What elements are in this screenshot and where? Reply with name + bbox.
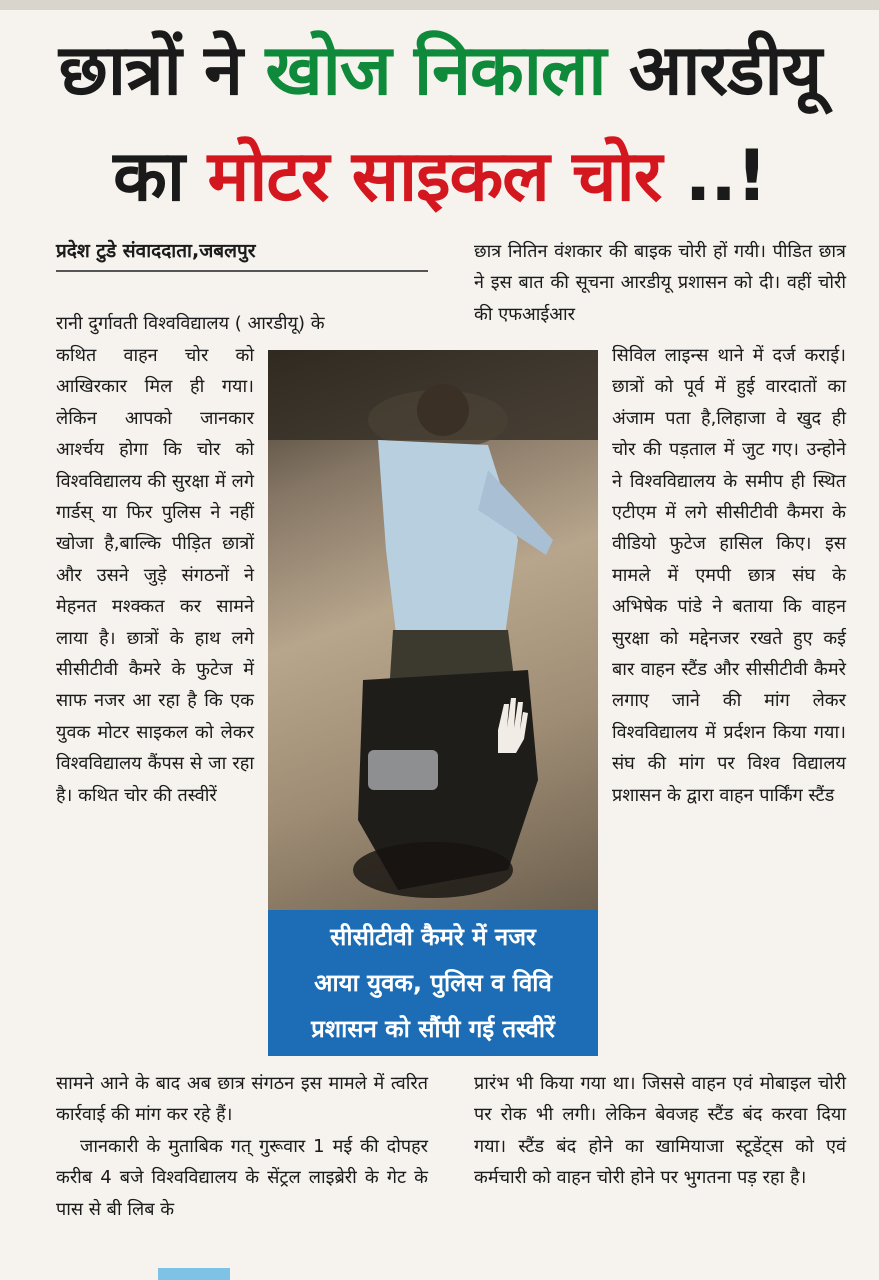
article-col-right-narrow bbox=[612, 340, 846, 811]
article-col-right-top bbox=[474, 236, 846, 330]
headline-part: आरडीयू bbox=[628, 29, 822, 111]
article-paragraph: सिविल लाइन्स थाने में दर्ज कराई। छात्रों को पूर्व में हुई वारदातों का अंजाम पता है,लिहाजा वे खुद ही चोर की पड़ताल में जुट गए। उन्होने ने विश्वविद्यालय के समीप ही स्थित एटीएम में लगे सीसीटीवी कैमरा के वीडियो फुटेज हासिल किए। इस मामले में एमपी छात्र संघ के अभिषेक पांडे ने बताया कि वाहन सुरक्षा को मद्देनजर रखते हुए कई बार वाहन स्टैंड और सीसीटीवी कैमरे लगाए जाने की मांग लेकर विश्वविद्यालय में प्रर्दशन किया गया। संघ की मांग पर विश्व विद्यालय प्रशासन के द्वारा वाहन पार्किंग स्टैंड bbox=[612, 345, 846, 806]
article-col-right-bottom bbox=[474, 1068, 846, 1194]
article-col-left-bottom bbox=[56, 1068, 428, 1225]
article-col-left-narrow bbox=[56, 340, 254, 811]
article-paragraph: कथित वाहन चोर को आखिरकार मिल ही गया। लेकिन आपको जानकार आर्श्चय होगा कि चोर को विश्वविद्यालय की सुरक्षा में लगे गार्डस् या फिर पुलिस ने नहीं खोजा है,बाल्कि पीड़ित छात्रों और उसने जुड़े संगठनों ने मेहनत मश्क्कत कर सामने लाया है। छात्रों के हाथ लगे सीसीटीवी कैमरे के फुटेज में साफ नजर आ रहा है कि एक युवक मोटर साइकल को लेकर विश्वविद्यालय कैंपस से जा रहा है। कथित चोर की तस्वीरें bbox=[56, 345, 254, 806]
cctv-photo bbox=[268, 350, 598, 910]
article-paragraph: छात्र नितिन वंशकार की बाइक चोरी हों गयी। पीडित छात्र ने इस बात की सूचना आरडीयू प्रशासन को दी। वहीं चोरी की एफआईआर bbox=[474, 241, 846, 325]
headline-part: ..! bbox=[684, 135, 767, 217]
headline-highlight-red: मोटर साइकल चोर bbox=[207, 135, 662, 217]
caption-line: सीसीटीवी कैमरे में नजर bbox=[330, 923, 536, 951]
article-paragraph: प्रारंभ भी किया गया था। जिससे वाहन एवं मोबाइल चोरी पर रोक भी लगी। लेकिन बेवजह स्टैंड बंद करवा दिया गया। स्टैंड बंद होने का खामियाजा स्टूडेंट्स को एवं कर्मचारी को वाहन चोरी होने पर भुगतना पड़ रहा है। bbox=[474, 1073, 846, 1189]
caption-line: आया युवक, पुलिस व विवि bbox=[314, 969, 552, 997]
headline-part: छात्रों ने bbox=[58, 29, 242, 111]
byline: प्रदेश टुडे संवाददाता,जबलपुर bbox=[56, 236, 428, 272]
footer-color-strip bbox=[158, 1268, 230, 1280]
cctv-photo-illustration bbox=[268, 350, 598, 910]
article-paragraph: सामने आने के बाद अब छात्र संगठन इस मामले में त्वरित कार्रवाई की मांग कर रहे हैं। bbox=[56, 1073, 428, 1126]
article-intro bbox=[56, 308, 428, 339]
article-paragraph: जानकारी के मुताबिक गत् गुरूवार 1 मई की दोपहर करीब 4 बजे विश्वविद्यालय के सेंट्रल लाइब्रेरी के गेट के पास से बी लिब के bbox=[56, 1135, 428, 1220]
headline-highlight-green: खोज निकाला bbox=[265, 29, 606, 111]
headline-line-1 bbox=[20, 22, 860, 118]
article-intro-text: रानी दुर्गावती विश्वविद्यालय ( आरडीयू) के bbox=[56, 313, 325, 334]
headline-part: का bbox=[113, 135, 185, 217]
page-top-strip bbox=[0, 0, 879, 10]
headline-line-2 bbox=[20, 128, 860, 224]
caption-line: प्रशासन को सौंपी गई तस्वीरें bbox=[311, 1015, 555, 1043]
photo-caption bbox=[268, 910, 598, 1056]
